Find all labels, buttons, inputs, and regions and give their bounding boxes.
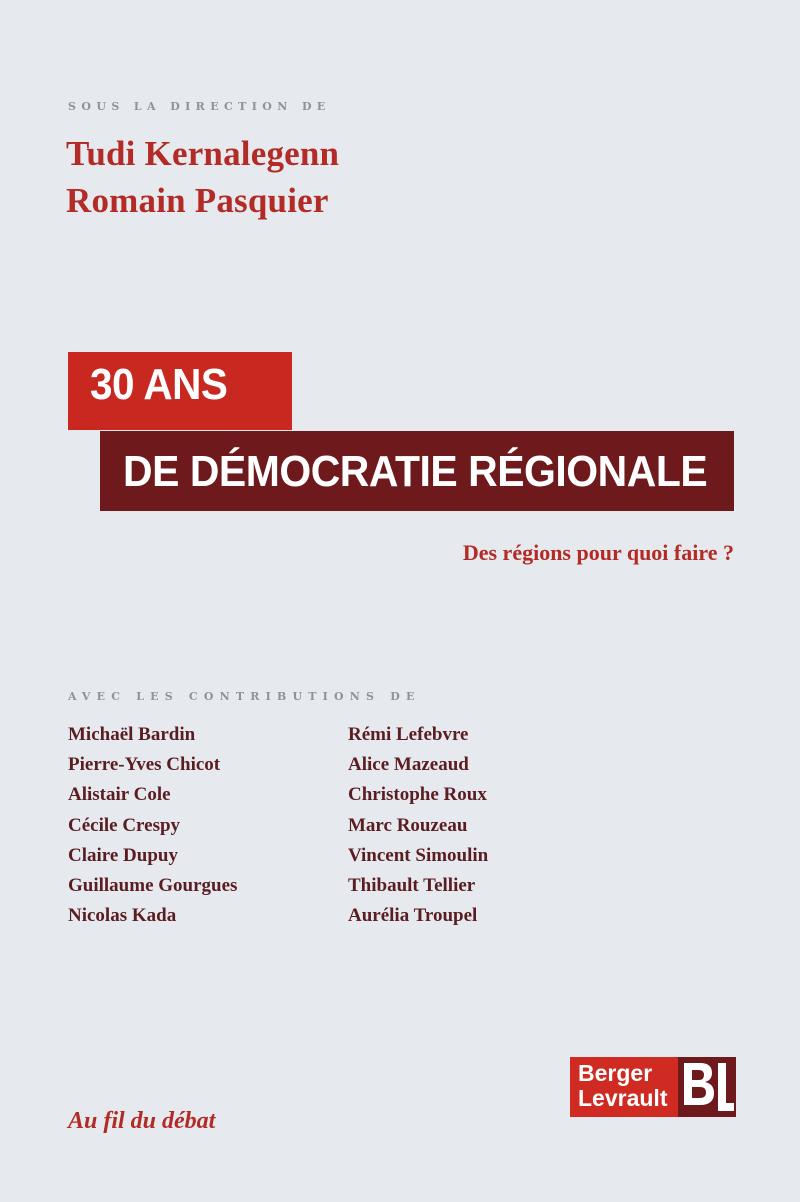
publisher-line-2: Levrault	[578, 1085, 668, 1111]
book-subtitle: Des régions pour quoi faire ?	[462, 540, 734, 565]
contributor-name: Marc Rouzeau	[348, 814, 468, 836]
contributors-left-column	[68, 720, 237, 931]
contributor-name: Cécile Crespy	[68, 814, 181, 836]
editor-name: Romain Pasquier	[66, 181, 329, 220]
contributor-name: Alice Mazeaud	[348, 754, 469, 776]
contributor-name: Guillaume Gourgues	[68, 875, 238, 897]
contributor-name: Thibault Tellier	[348, 875, 476, 897]
contributions-label: AVEC LES CONTRIBUTIONS DE	[68, 690, 421, 703]
contributor-name: Aurélia Troupel	[348, 905, 478, 927]
publisher-wordmark	[578, 1061, 667, 1111]
contributor-name: Nicolas Kada	[68, 905, 177, 927]
contributor-name: Pierre-Yves Chicot	[68, 754, 221, 776]
bl-monogram-icon	[678, 1057, 736, 1117]
contributor-name: Claire Dupuy	[68, 844, 178, 866]
book-title-line-1: 30 ANS	[90, 360, 228, 409]
contributor-name: Christophe Roux	[348, 784, 487, 806]
contributor-name: Rémi Lefebvre	[348, 724, 469, 745]
direction-kicker: SOUS LA DIRECTION DE	[68, 100, 331, 113]
contributor-name: Michaël Bardin	[68, 724, 196, 745]
contributor-name: Vincent Simoulin	[348, 844, 489, 866]
book-title-line-2: DE DÉMOCRATIE RÉGIONALE	[123, 447, 708, 496]
contributors-right-column	[348, 720, 488, 931]
series-title: Au fil du débat	[68, 1108, 216, 1134]
publisher-line-1: Berger	[578, 1060, 653, 1086]
publisher-logo	[570, 1057, 736, 1117]
contributor-name: Alistair Cole	[68, 784, 171, 806]
editor-name: Tudi Kernalegenn	[66, 134, 340, 173]
